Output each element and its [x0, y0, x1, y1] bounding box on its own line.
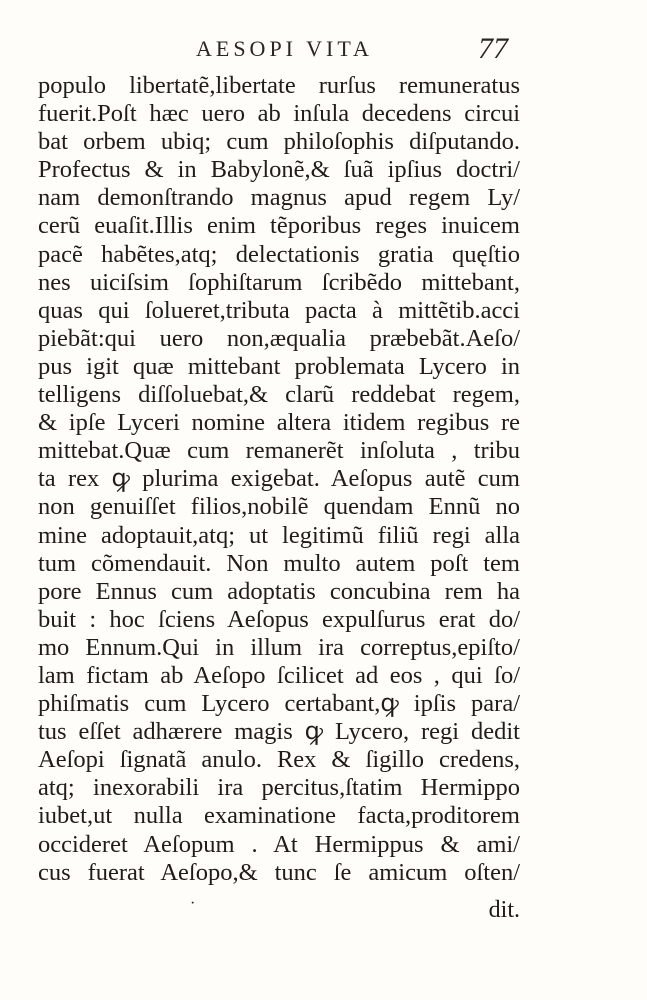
text-line: nam demonſtrando magnus apud regem Ly/	[38, 184, 520, 212]
page-foot	[38, 897, 520, 927]
body-text	[38, 72, 520, 887]
text-line: lam fictam ab Aeſopo ſcilicet ad eos , qui ſo/	[38, 661, 520, 689]
signature-mark: ·	[190, 895, 196, 912]
running-title: AESOPI VITA	[196, 36, 373, 61]
text-line: cus fuerat Aeſopo,& tunc ſe amicum oſten/	[38, 858, 520, 886]
page-number: 77	[478, 32, 508, 65]
text-line: telligens diſſoluebat,& clarũ reddebat regem,	[38, 381, 520, 409]
text-line: & ipſe Lyceri nomine altera itidem regibus re	[38, 409, 520, 437]
text-line: phiſmatis cum Lycero certabant,ꝙ ipſis para/	[38, 690, 520, 718]
text-line: atq; inexorabili ira percitus,ſtatim Hermippo	[38, 774, 520, 802]
text-line: quas qui ſolueret,tributa pacta à mittẽtib.acci	[38, 296, 520, 324]
text-line: piebãt:qui uero non,æqualia præbebãt.Aeſo/	[38, 324, 520, 352]
text-line: Aeſopi ſignatã anulo. Rex & ſigillo credens,	[38, 746, 520, 774]
running-head	[0, 32, 647, 72]
text-line: pus igit quæ mittebant problemata Lycero in	[38, 352, 520, 380]
text-line: populo libertatẽ,libertate rurſus remuneratus	[38, 72, 520, 99]
text-line: fuerit.Poſt hæc uero ab inſula decedens circui	[38, 100, 520, 128]
text-line: non genuiſſet filios,nobilẽ quendam Ennũ no	[38, 493, 520, 521]
text-line: pacẽ habẽtes,atq; delectationis gratia quęſtio	[38, 240, 520, 268]
text-line: pore Ennus cum adoptatis concubina rem ha	[38, 577, 520, 605]
text-line: mo Ennum.Qui in illum ira correptus,epiſto/	[38, 633, 520, 661]
text-line: cerũ euaſit.Illis enim tẽporibus reges inuicem	[38, 212, 520, 240]
text-line: Profectus & in Babylonẽ,& ſuã ipſius doctri/	[38, 156, 520, 184]
text-line: occideret Aeſopum . At Hermippus & ami/	[38, 830, 520, 858]
text-line: buit : hoc ſciens Aeſopus expulſurus erat do/	[38, 605, 520, 633]
text-line: tus eſſet adhærere magis ꝙ Lycero, regi dedit	[38, 718, 520, 746]
text-line: mine adoptauit,atq; ut legitimũ filiũ regi alla	[38, 521, 520, 549]
text-line: iubet,ut nulla examinatione facta,proditorem	[38, 802, 520, 830]
text-line: tum cõmendauit. Non multo autem poſt tem	[38, 549, 520, 577]
text-line: ta rex ꝙ plurima exigebat. Aeſopus autẽ cum	[38, 465, 520, 493]
text-line: mittebat.Quæ cum remanerẽt inſoluta , tribu	[38, 437, 520, 465]
text-line: nes uiciſsim ſophiſtarum ſcribẽdo mittebant,	[38, 268, 520, 296]
catchword: dit.	[488, 897, 520, 923]
text-line: bat orbem ubiq; cum philoſophis diſputando.	[38, 128, 520, 156]
